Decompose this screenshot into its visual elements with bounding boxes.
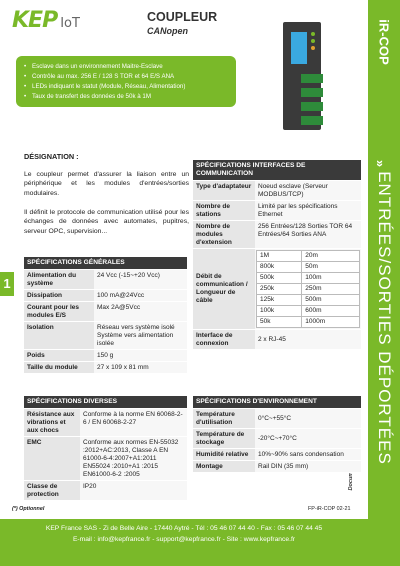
side-band [368, 0, 400, 566]
table-row: Taille du module 27 x 109 x 81 mm [24, 362, 187, 374]
environment-specs-table [193, 396, 361, 473]
side-category: ENTRÉES/SORTIES DÉPORTÉES [375, 171, 394, 465]
product-subtitle: CANopen [147, 26, 188, 36]
terminal-block-icon [301, 74, 323, 83]
table-row: Courant pour les modules E/S Max 2A@5Vcc [24, 302, 187, 322]
speed-row: 250k 250m [257, 284, 360, 295]
product-title: COUPLEUR [147, 10, 218, 24]
led-icon [311, 32, 315, 36]
footer [0, 519, 368, 566]
table-title: SPÉCIFICATIONS DIVERSES [24, 396, 187, 409]
table-row: Température de stockage -20°C~+70°C [193, 429, 361, 449]
table-row: Type d'adaptateur Noeud esclave (Serveur MODBUS/TCP) [193, 181, 361, 201]
side-product-code: iR-COP [376, 19, 392, 65]
device-screen [291, 32, 307, 64]
coupler-device-image [283, 22, 321, 130]
led-icon [311, 46, 315, 50]
optional-note: (*) Optionnel [12, 506, 45, 512]
interfaces-specs-table [193, 160, 361, 350]
table-row: Dissipation 100 mA@24Vcc [24, 290, 187, 302]
features-box [16, 56, 236, 107]
table-row: Interface de connexion 2 x RJ-45 [193, 330, 361, 350]
terminal-block-icon [301, 88, 323, 97]
table-title: SPÉCIFICATIONS GÉNÉRALES [24, 257, 187, 270]
table-title: SPÉCIFICATIONS INTERFACES DE COMMUNICATION [193, 160, 361, 181]
footer-contact: E-mail : info@kepfrance.fr - support@kepfrance.fr - Site : www.kepfrance.fr [72, 536, 296, 543]
designation-text: Le coupleur permet d'assurer la liaison entre un périphérique et les modules d'entrées/sorties modulaires. [24, 171, 189, 197]
general-specs-table [24, 257, 187, 374]
misc-specs-table [24, 396, 187, 501]
speed-row: 500k 100m [257, 273, 360, 284]
table-title: SPÉCIFICATIONS D'ENVIRONNEMENT [193, 396, 361, 409]
feature-item: • Taux de transfert des données de 50k à 1M [32, 92, 230, 102]
speed-row: 1M 20m [257, 251, 360, 262]
table-row: Poids 150 g [24, 350, 187, 362]
table-row: Température d'utilisation 0°C~+55°C [193, 409, 361, 429]
table-row: Débit de communication / Longueur de câble 1M 20m 800k 50m 500k 100m 250k 250m 125k 500m 100k 600m 50k 1000m [193, 249, 361, 330]
terminal-block-icon [301, 102, 323, 111]
designation-text: Il définit le protocole de communication utilisé pour les échanges de données avec automates, pupitres, serveur OPC, supervision... [24, 209, 189, 235]
feature-item: • Contrôle au max. 256 E / 128 S TOR et 64 E/S ANA [32, 72, 230, 82]
table-row: Résistance aux vibrations et aux chocs Conforme à la norme EN 60068-2-6 / EN 60068-2-27 [24, 409, 187, 437]
footer-address: KEP France SAS - Zi de Belle Aire - 17440 Aytré - Tél : 05 46 07 44 40 - Fax : 05 46 07 44 45 [45, 525, 323, 532]
speed-row: 800k 50m [257, 262, 360, 273]
table-row: Montage Rail DIN (35 mm) [193, 461, 361, 473]
led-icon [311, 39, 315, 43]
chevron-icon: » [373, 159, 389, 168]
table-row: Alimentation du système 24 Vcc (-15~+20 Vcc) [24, 270, 187, 290]
table-row: Nombre de modules d'extension 256 Entrées/128 Sorties TOR 64 Entrées/64 Sorties ANA [193, 221, 361, 249]
speed-row: 125k 500m [257, 295, 360, 306]
designation-title: DÉSIGNATION : [24, 152, 79, 161]
document-reference: FP-iR-COP 02-21 [308, 506, 351, 512]
speed-row: 50k 1000m [257, 317, 360, 328]
terminal-block-icon [301, 116, 323, 125]
speed-table [256, 250, 360, 328]
speed-row: 100k 600m [257, 306, 360, 317]
table-row: Humidité relative 10%~90% sans condensation [193, 449, 361, 461]
feature-item: • Esclave dans un environnement Maitre-Esclave [32, 62, 230, 72]
kep-logo: KEP IoT [12, 8, 80, 33]
table-row: Classe de protection IP20 [24, 481, 187, 501]
table-row: Isolation Réseau vers système isolé Système vers alimentation isolée [24, 322, 187, 350]
feature-item: • LEDs indiquant le statut (Module, Réseau, Alimentation) [32, 82, 230, 92]
page-tab: 1 [0, 272, 14, 296]
table-row: EMC Conforme aux normes EN-55032 :2012+AC:2013, Classe A EN 61000-6-4:2007+A1:2011 EN55024 :2010+A1 :2015 EN61000-6-2 :2005 [24, 437, 187, 481]
table-row: Nombre de stations Limité par les spécifications Ethernet [193, 201, 361, 221]
